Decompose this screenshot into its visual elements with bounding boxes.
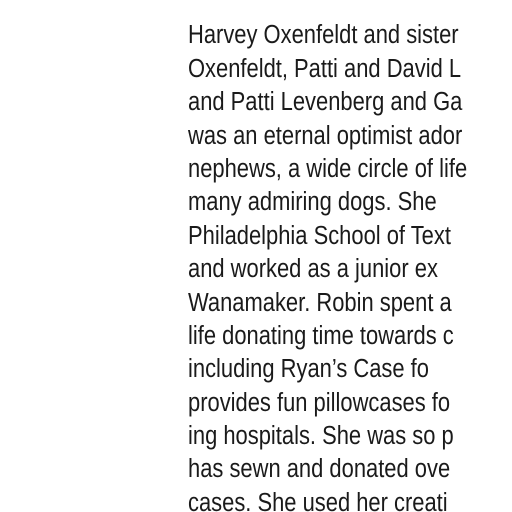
obituary-line: Wanamaker. Robin spent a [188, 288, 452, 317]
obituary-line: and Patti Levenberg and Ga [188, 88, 463, 117]
obituary-line: nephews, a wide circle of life [188, 154, 468, 183]
obituary-line: Oxenfeldt, Patti and David L [188, 54, 462, 83]
obituary-line: was an eternal optimist ador [188, 121, 463, 150]
obituary-line: cases. She used her creati [188, 488, 448, 512]
obituary-line: provides fun pillowcases fo [188, 388, 451, 417]
obituary-line: life donating time towards c [188, 321, 454, 350]
obituary-line: Harvey Oxenfeldt and sister [188, 21, 459, 50]
obituary-line: Philadelphia School of Text [188, 221, 451, 250]
obituary-line: ing hospitals. She was so p [188, 422, 454, 451]
obituary-line: including Ryan’s Case fo [188, 355, 429, 384]
obituary-line: many admiring dogs. She [188, 188, 437, 217]
obituary-text-column [188, 0, 512, 512]
obituary-line: and worked as a junior ex [188, 255, 438, 284]
obituary-line: has sewn and donated ove [188, 455, 451, 484]
